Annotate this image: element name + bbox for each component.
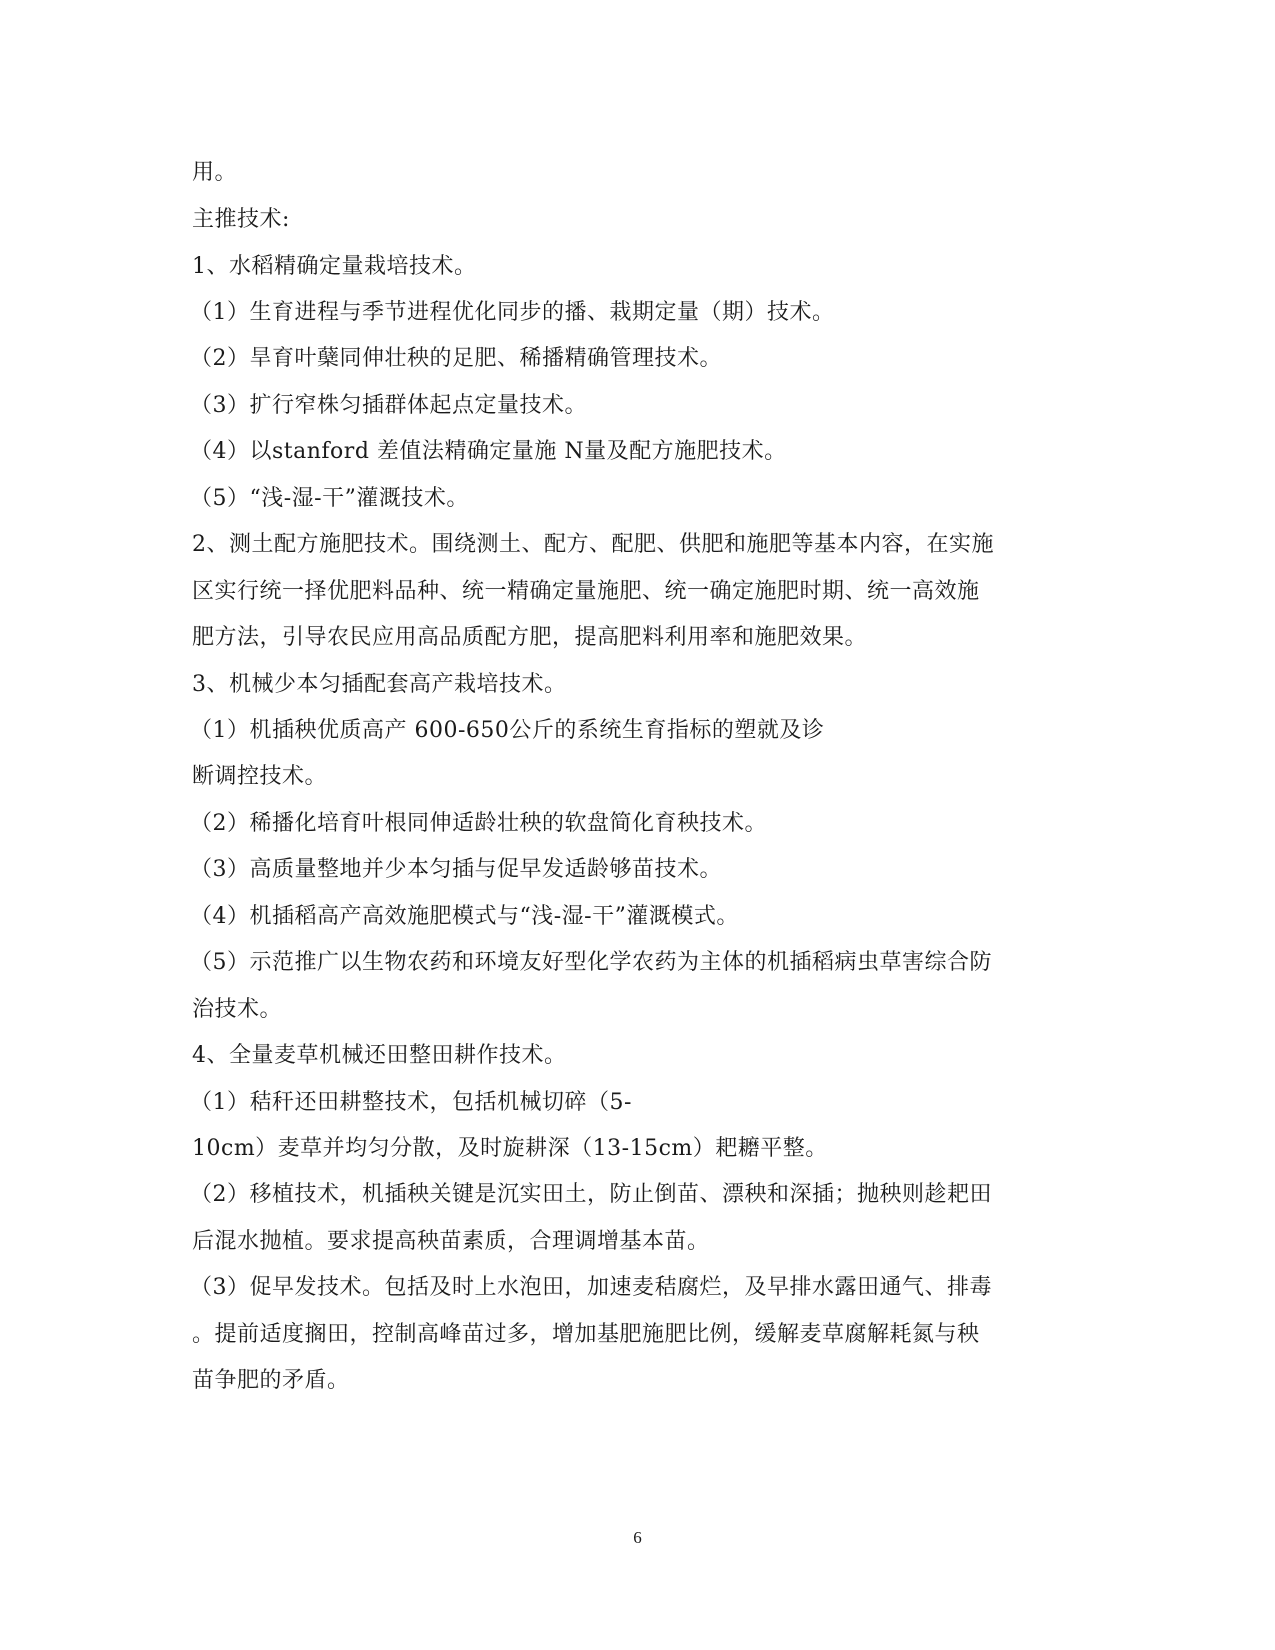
section-heading: 1、水稻精确定量栽培技术。 [192,254,477,279]
list-item: （2）移植技术，机插秧关键是沉实田土，防止倒苗、漂秧和深插；抛秧则趁耙田 [190,1182,992,1207]
list-item: （3）扩行窄株匀插群体起点定量技术。 [190,393,587,418]
list-item: （3）高质量整地并少本匀插与促早发适龄够苗技术。 [190,857,722,882]
list-item: （5）示范推广以生物农药和环境友好型化学农药为主体的机插稻病虫草害综合防 [190,950,992,975]
text-line: 区实行统一择优肥料品种、统一精确定量施肥、统一确定施肥时期、统一高效施 [192,579,980,604]
text-line: 主推技术: [192,207,290,232]
text-line: 肥方法，引导农民应用高品质配方肥，提高肥料利用率和施肥效果。 [192,625,868,650]
text-line: 用。 [192,160,238,185]
text-line: 。提前适度搁田，控制高峰苗过多，增加基肥施肥比例，缓解麦草腐解耗氮与秧 [192,1322,980,1347]
list-item: （5）“浅-湿-干”灌溉技术。 [190,486,469,511]
list-item: （1）机插秧优质高产 600-650公斤的系统生育指标的塑就及诊 [190,718,825,743]
list-item: （2）稀播化培育叶根同伸适龄壮秧的软盘简化育秧技术。 [190,811,767,836]
text-line: 断调控技术。 [192,764,328,789]
list-item: （2）旱育叶蘖同伸壮秧的足肥、稀播精确管理技术。 [190,346,722,371]
list-item: （4）机插稻高产高效施肥模式与“浅-湿-干”灌溉模式。 [190,904,739,929]
text-line: 苗争肥的矛盾。 [192,1368,350,1393]
list-item: （1）生育进程与季节进程优化同步的播、栽期定量（期）技术。 [190,300,835,325]
section-heading: 2、测土配方施肥技术。围绕测土、配方、配肥、供肥和施肥等基本内容，在实施 [192,532,994,557]
page-number: 6 [633,1528,642,1547]
text-line: 后混水抛植。要求提高秧苗素质，合理调增基本苗。 [192,1229,710,1254]
section-heading: 3、机械少本匀插配套高产栽培技术。 [192,672,567,697]
list-item: （3）促早发技术。包括及时上水泡田，加速麦秸腐烂，及早排水露田通气、排毒 [190,1275,992,1300]
text-line: 治技术。 [192,997,283,1022]
text-line: 10cm）麦草并均匀分散，及时旋耕深（13-15cm）耙耱平整。 [192,1136,828,1161]
list-item: （4）以stanford 差值法精确定量施 N量及配方施肥技术。 [190,439,787,464]
section-heading: 4、全量麦草机械还田整田耕作技术。 [192,1043,567,1068]
list-item: （1）秸秆还田耕整技术，包括机械切碎（5- [190,1090,632,1115]
